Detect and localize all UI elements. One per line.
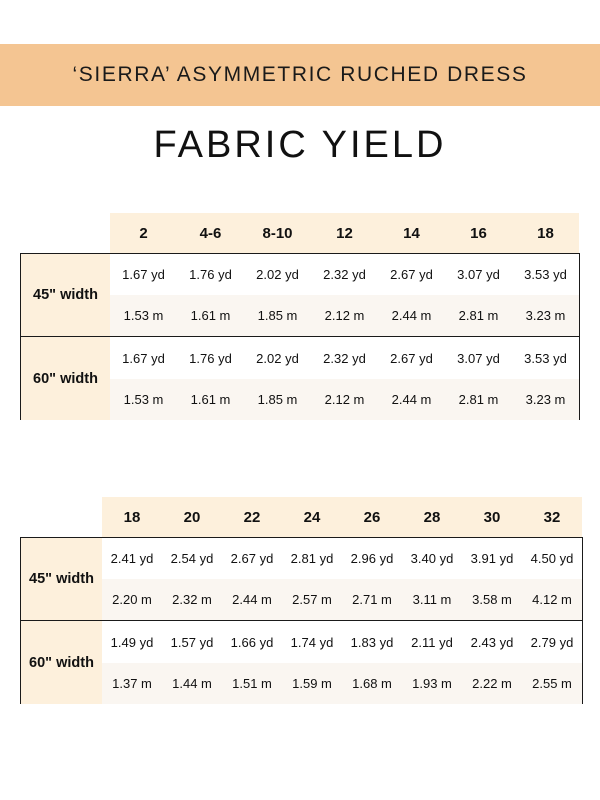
meterage-cell: 2.81 m: [458, 308, 499, 323]
fabric-width-group: [21, 336, 579, 420]
meters-row: [102, 663, 582, 704]
yardage-cell: 2.79 yd: [530, 635, 574, 650]
pattern-name: ‘SIERRA’ ASYMMETRIC RUCHED DRESS: [72, 63, 528, 86]
yards-row: [110, 338, 579, 379]
meterage-cell: 3.11 m: [412, 592, 452, 607]
yards-row: [102, 538, 582, 579]
header-banner: [0, 44, 600, 106]
size-header-cell: 32: [543, 508, 561, 526]
yardage-cell: 1.76 yd: [189, 351, 232, 366]
meterage-cell: 1.85 m: [257, 392, 298, 407]
meterage-cell: 1.53 m: [123, 392, 164, 407]
yardage-cell: 1.67 yd: [122, 267, 165, 282]
meterage-cell: 1.37 m: [112, 676, 152, 691]
yards-row: [102, 622, 582, 663]
size-header-cell: 24: [303, 508, 321, 526]
meterage-cell: 2.71 m: [352, 592, 392, 607]
yardage-cell: 2.02 yd: [256, 351, 299, 366]
yardage-cell: 1.83 yd: [350, 635, 394, 650]
yardage-cell: 2.32 yd: [323, 351, 366, 366]
meterage-cell: 1.68 m: [352, 676, 392, 691]
meters-row: [110, 295, 579, 336]
yardage-cell: 1.49 yd: [110, 635, 154, 650]
fabric-width-label: 45" width: [21, 538, 102, 620]
yardage-cell: 1.76 yd: [189, 267, 232, 282]
yardage-cell: 2.43 yd: [470, 635, 514, 650]
size-header-cell: 18: [537, 224, 554, 242]
yardage-cell: 4.50 yd: [530, 551, 574, 566]
size-header-cell: 2: [139, 224, 148, 242]
meterage-cell: 2.22 m: [472, 676, 512, 691]
size-header-cell: 8-10: [262, 224, 293, 242]
yardage-cell: 2.11 yd: [411, 635, 453, 650]
fabric-width-group: [21, 254, 579, 336]
size-header-cell: 18: [123, 508, 141, 526]
size-header-cell: 20: [183, 508, 201, 526]
meterage-cell: 1.44 m: [172, 676, 212, 691]
yardage-cell: 2.67 yd: [390, 267, 433, 282]
yardage-cell: 2.67 yd: [230, 551, 274, 566]
fabric-width-group: [21, 538, 582, 620]
yardage-cell: 1.66 yd: [230, 635, 274, 650]
meterage-cell: 3.23 m: [525, 308, 566, 323]
size-header-row: [102, 497, 582, 537]
yield-table-body: [20, 537, 583, 704]
yardage-cell: 2.32 yd: [323, 267, 366, 282]
yards-row: [110, 254, 579, 295]
meterage-cell: 1.59 m: [292, 676, 332, 691]
yardage-cell: 3.53 yd: [524, 267, 567, 282]
meterage-cell: 1.53 m: [123, 308, 164, 323]
yardage-cell: 2.67 yd: [390, 351, 433, 366]
yardage-cell: 1.57 yd: [170, 635, 214, 650]
meterage-cell: 1.85 m: [257, 308, 298, 323]
page-title: FABRIC YIELD: [153, 124, 447, 166]
meterage-cell: 2.32 m: [172, 592, 212, 607]
meterage-cell: 2.44 m: [391, 308, 432, 323]
fabric-width-group: [21, 620, 582, 704]
meterage-cell: 3.23 m: [525, 392, 566, 407]
meterage-cell: 2.81 m: [458, 392, 499, 407]
yardage-cell: 2.02 yd: [256, 267, 299, 282]
size-header-row: [110, 213, 579, 253]
yardage-cell: 2.81 yd: [290, 551, 334, 566]
size-header-cell: 28: [423, 508, 441, 526]
size-header-cell: 30: [483, 508, 501, 526]
yardage-cell: 2.54 yd: [170, 551, 214, 566]
meterage-cell: 2.12 m: [324, 308, 365, 323]
yardage-cell: 3.07 yd: [457, 267, 500, 282]
meterage-cell: 2.57 m: [292, 592, 332, 607]
yardage-cell: 2.41 yd: [110, 551, 154, 566]
yardage-cell: 1.67 yd: [122, 351, 165, 366]
yardage-cell: 3.07 yd: [457, 351, 500, 366]
fabric-width-label: 60" width: [21, 621, 102, 704]
size-header-cell: 26: [363, 508, 381, 526]
meters-row: [102, 579, 582, 620]
meters-row: [110, 379, 579, 420]
meterage-cell: 1.51 m: [232, 676, 272, 691]
meterage-cell: 2.20 m: [112, 592, 152, 607]
meterage-cell: 2.44 m: [232, 592, 272, 607]
yield-table-body: [20, 253, 580, 420]
meterage-cell: 1.93 m: [412, 676, 452, 691]
size-header-cell: 4-6: [199, 224, 222, 242]
meterage-cell: 2.44 m: [391, 392, 432, 407]
meterage-cell: 1.61 m: [190, 308, 231, 323]
size-header-cell: 22: [243, 508, 261, 526]
fabric-width-label: 60" width: [21, 337, 110, 420]
size-header-cell: 12: [336, 224, 353, 242]
yardage-cell: 3.40 yd: [410, 551, 454, 566]
meterage-cell: 4.12 m: [532, 592, 572, 607]
size-header-cell: 16: [470, 224, 487, 242]
meterage-cell: 2.12 m: [324, 392, 365, 407]
yardage-cell: 3.91 yd: [470, 551, 514, 566]
yardage-cell: 3.53 yd: [524, 351, 567, 366]
meterage-cell: 2.55 m: [532, 676, 572, 691]
fabric-width-label: 45" width: [21, 254, 110, 336]
size-header-cell: 14: [403, 224, 420, 242]
yardage-cell: 1.74 yd: [290, 635, 334, 650]
meterage-cell: 3.58 m: [472, 592, 512, 607]
meterage-cell: 1.61 m: [190, 392, 231, 407]
yardage-cell: 2.96 yd: [350, 551, 394, 566]
